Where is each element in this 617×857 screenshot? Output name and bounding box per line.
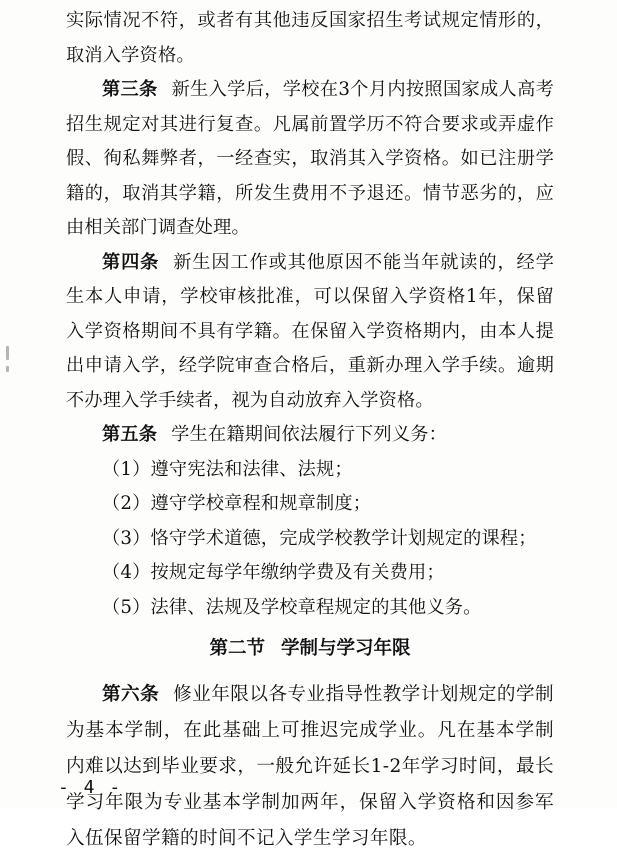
section-title: 学制与学习年限: [281, 638, 411, 659]
article-3-label: 第三条: [102, 79, 158, 100]
article-5-label: 第五条: [102, 424, 158, 445]
article-5-text: 学生在籍期间依法履行下列义务：: [171, 424, 447, 445]
article-4-text: 新生因工作或其他原因不能当年就读的，经学生本人申请，学校审核批准，可以保留入学资格1年，保留入学资格期间不具有学籍。在保留入学资格期内，由本人提出申请入学，经学院审查合格后，重新办理入学手续。逾期不办理入学手续者，视为自动放弃入学资格。: [66, 251, 554, 411]
obligation-item: （1）遵守宪法和法律、法规；: [102, 458, 353, 480]
page-number: - 4 -: [58, 777, 123, 798]
scan-mark: [6, 346, 9, 360]
obligation-item: （4）按规定每学年缴纳学费及有关费用；: [102, 562, 445, 583]
article-6: [66, 677, 554, 857]
section-number: 第二节: [209, 638, 265, 659]
article-3: [66, 73, 554, 246]
scan-mark: [6, 366, 9, 372]
article-5: [66, 418, 554, 453]
obligation-item: （2）遵守学校章程和规章制度；: [102, 493, 372, 514]
section-heading: [66, 631, 554, 667]
article-4: [66, 246, 554, 419]
article-6-text: 修业年限以各专业指导性教学计划规定的学制为基本学制，在此基础上可推迟完成学业。凡在基本学制内难以达到毕业要求，一般允许延长1-2年学习时间，最长学习年限为专业基本学制加两年，保留入学资格和因参军入伍保留学籍的时间不记入学生学习年限。: [66, 684, 554, 849]
article-3-text: 新生入学后，学校在3个月内按照国家成人高考招生规定对其进行复查。凡属前置学历不符合要求或弄虚作假、徇私舞弊者，一经查实，取消其入学资格。如已注册学籍的，取消其学籍，所发生费用不予退还。情节恶劣的，应由相关部门调查处理。: [66, 79, 554, 238]
document-body: [66, 4, 554, 857]
obligation-item: （5）法律、法规及学校章程规定的其他义务。: [102, 596, 482, 618]
article-6-label: 第六条: [102, 684, 160, 705]
article-2-continuation: 实际情况不符，或者有其他违反国家招生考试规定情形的，取消入学资格。: [66, 10, 554, 66]
obligation-item: （3）恪守学术道德，完成学校教学计划规定的课程；: [102, 527, 537, 549]
article-4-label: 第四条: [102, 251, 160, 273]
